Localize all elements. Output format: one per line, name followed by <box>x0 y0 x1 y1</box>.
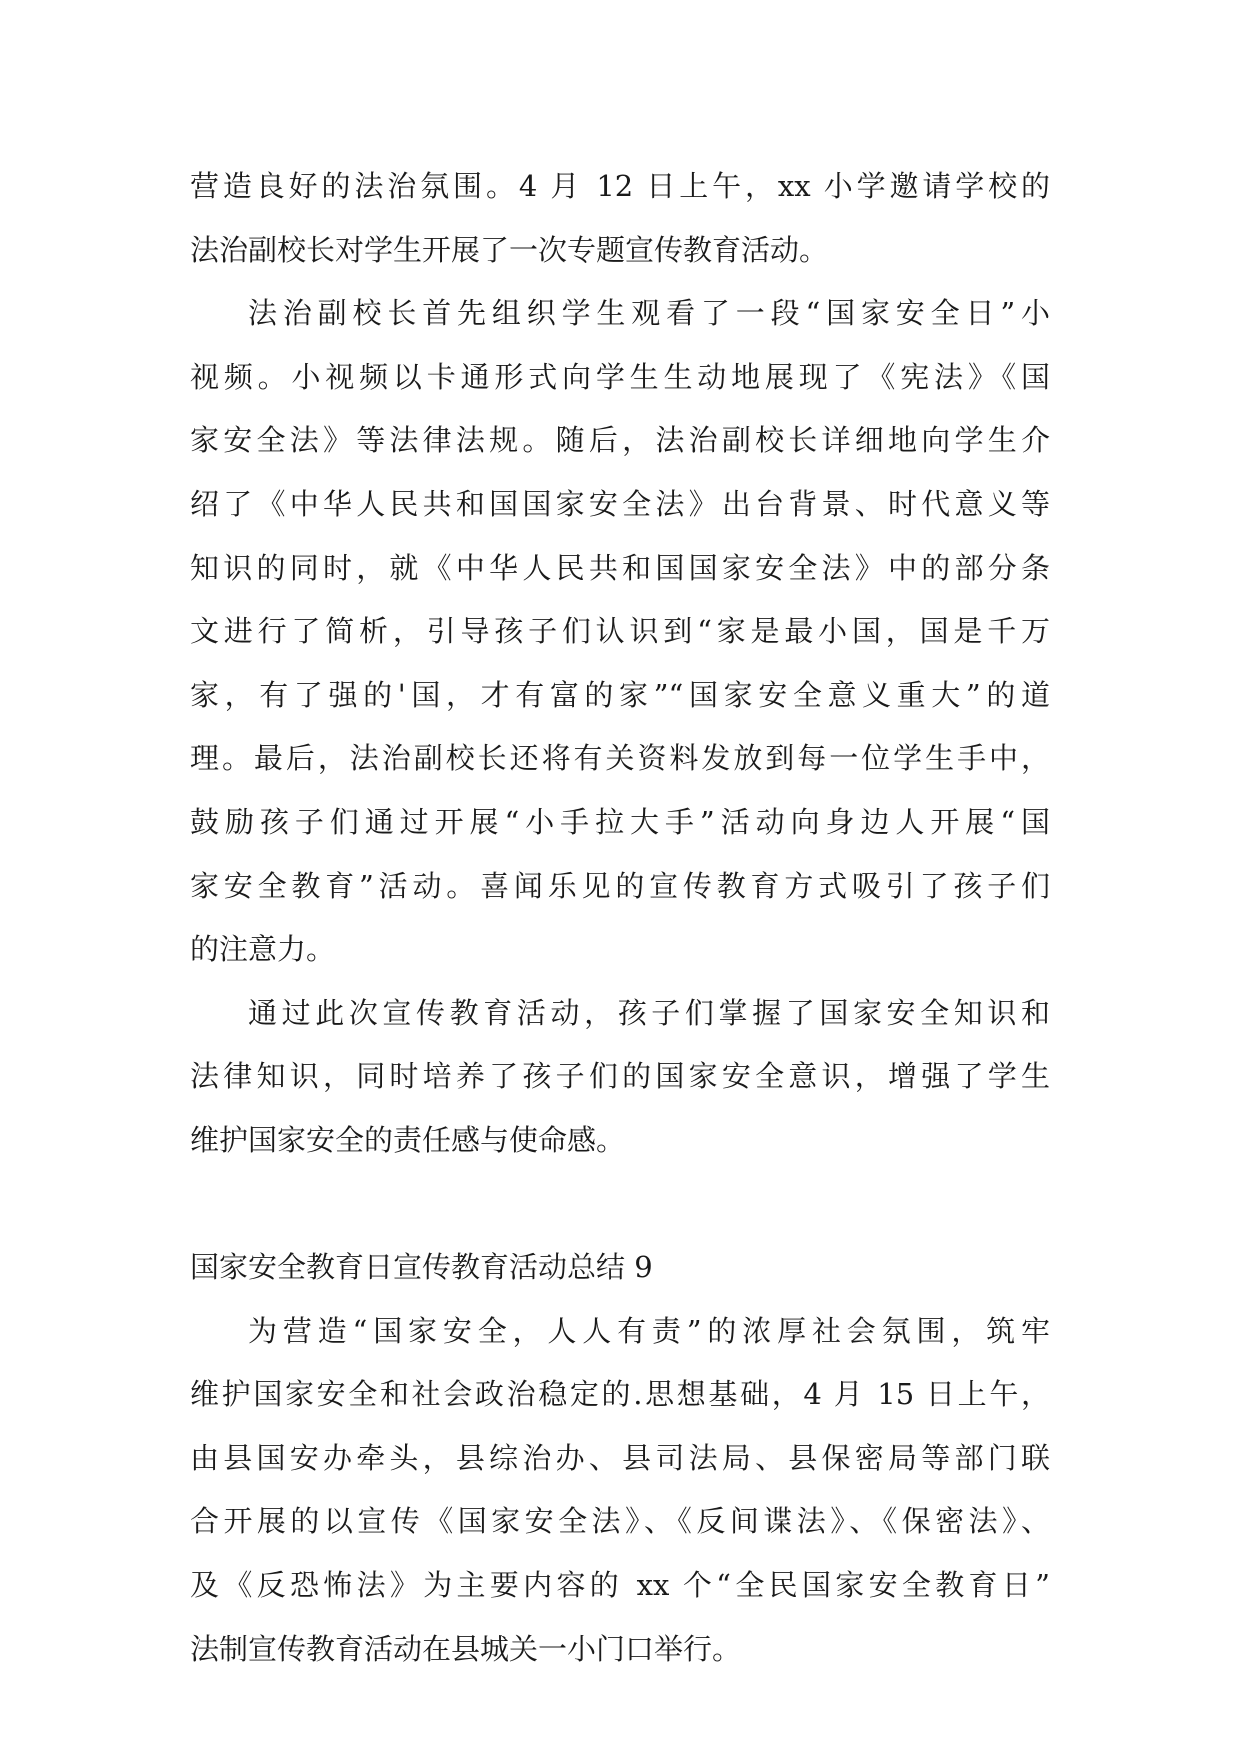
text-line: 法律知识，同时培养了孩子们的国家安全意识，增强了学生 <box>190 1059 1050 1094</box>
text-line: 通过此次宣传教育活动，孩子们掌握了国家安全知识和 <box>248 995 1050 1030</box>
text-line: 合开展的以宣传《国家安全法》、《反间谍法》、《保密法》、 <box>190 1504 1050 1539</box>
text-line: 维护国家安全的责任感与使命感。 <box>190 1122 626 1157</box>
text-line: 家安全教育”活动。喜闻乐见的宣传教育方式吸引了孩子们 <box>190 868 1050 903</box>
text-line: 为营造“国家安全，人人有责”的浓厚社会氛围，筑牢 <box>248 1313 1050 1348</box>
text-line: 法治副校长对学生开展了一次专题宣传教育活动。 <box>190 232 829 267</box>
text-line: 鼓励孩子们通过开展“小手拉大手”活动向身边人开展“国 <box>190 804 1050 839</box>
text-line: 营造良好的法治氛围。4 月 12 日上午，xx 小学邀请学校的 <box>190 169 1050 203</box>
text-line: 家，有了强的'国，才有富的家”“国家安全意义重大”的道 <box>190 677 1050 712</box>
text-line: 视频。小视频以卡通形式向学生生动地展现了《宪法》《国 <box>190 359 1050 394</box>
paragraph-2 <box>190 282 1050 982</box>
text-line: 理。最后，法治副校长还将有关资料发放到每一位学生手中， <box>190 741 1050 776</box>
text-line: 法治副校长首先组织学生观看了一段“国家安全日”小 <box>248 296 1050 331</box>
section-heading: 国家安全教育日宣传教育活动总结 9 <box>190 1250 653 1285</box>
text-line: 及《反恐怖法》为主要内容的 xx 个“全民国家安全教育日” <box>190 1568 1050 1603</box>
text-line: 家安全法》等法律法规。随后，法治副校长详细地向学生介 <box>190 423 1050 458</box>
document-body <box>190 155 1050 1681</box>
blank-line <box>190 1173 1050 1237</box>
text-line: 的注意力。 <box>190 932 336 967</box>
text-line: 文进行了简析，引导孩子们认识到“家是最小国，国是千万 <box>190 614 1050 649</box>
paragraph-1 <box>190 155 1050 282</box>
paragraph-4 <box>190 1300 1050 1682</box>
text-line: 知识的同时，就《中华人民共和国国家安全法》中的部分条 <box>190 550 1050 585</box>
text-line: 维护国家安全和社会政治稳定的.思想基础，4 月 15 日上午， <box>190 1377 1050 1412</box>
text-line: 法制宣传教育活动在县城关一小门口举行。 <box>190 1631 742 1666</box>
text-line: 绍了《中华人民共和国国家安全法》出台背景、时代意义等 <box>190 486 1050 521</box>
paragraph-3 <box>190 982 1050 1173</box>
text-line: 由县国安办牵头，县综治办、县司法局、县保密局等部门联 <box>190 1440 1050 1475</box>
